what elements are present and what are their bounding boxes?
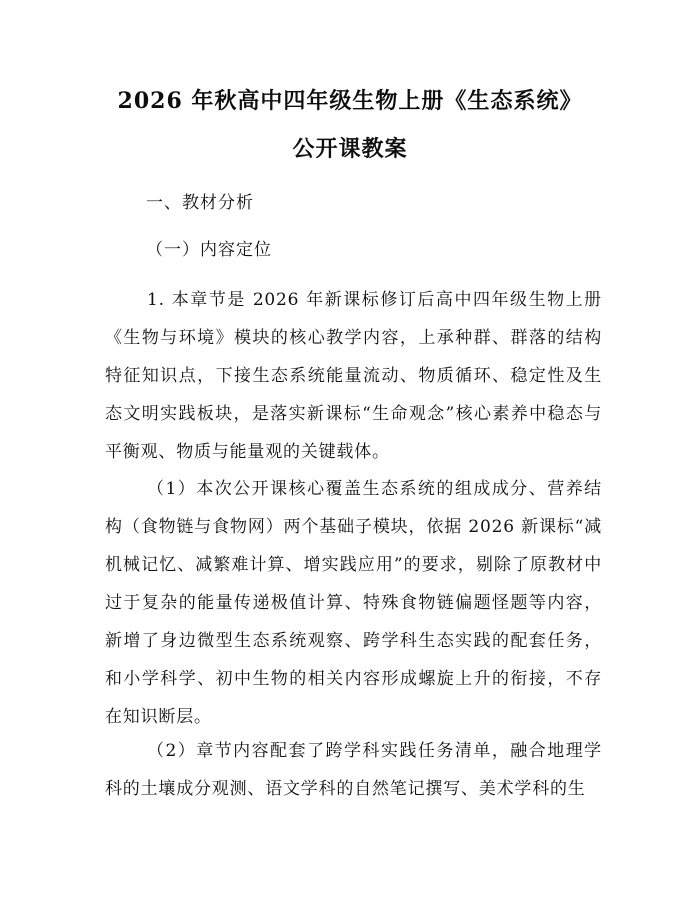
section-heading: 一、教材分析: [146, 193, 254, 213]
subsection-heading: （一）内容定位: [146, 240, 272, 260]
paragraph-1: 1. 本章节是 2026 年新课标修订后高中四年级生物上册《生物与环境》模块的核心教学内容，上承种群、群落的结构特征知识点，下接生态系统能量流动、物质循环、稳定性及生态文明实践板块，是落实新课标“生命观念”核心素养中稳态与平衡观、物质与能量观的关键载体。: [105, 290, 602, 462]
document-title-line-2: 公开课教案: [292, 136, 408, 162]
paragraph-3: （2）章节内容配套了跨学科实践任务清单，融合地理学科的土壤成分观测、语文学科的自然笔记撰写、美术学科的生: [105, 741, 602, 799]
paragraph-2: （1）本次公开课核心覆盖生态系统的组成成分、营养结构（食物链与食物网）两个基础子模块，依据 2026 新课标“减机械记忆、减繁难计算、增实践应用”的要求，剔除了原教材中过于复杂的能量传递极值计算、特殊食物链偏题怪题等内容，新增了身边微型生态系统观察、跨学科生态实践的配套任务，和小学科学、初中生物的相关内容形成螺旋上升的衔接，不存在知识断层。: [105, 479, 602, 727]
document-title-line-1: 2026 年秋高中四年级生物上册《生态系统》: [117, 88, 583, 114]
